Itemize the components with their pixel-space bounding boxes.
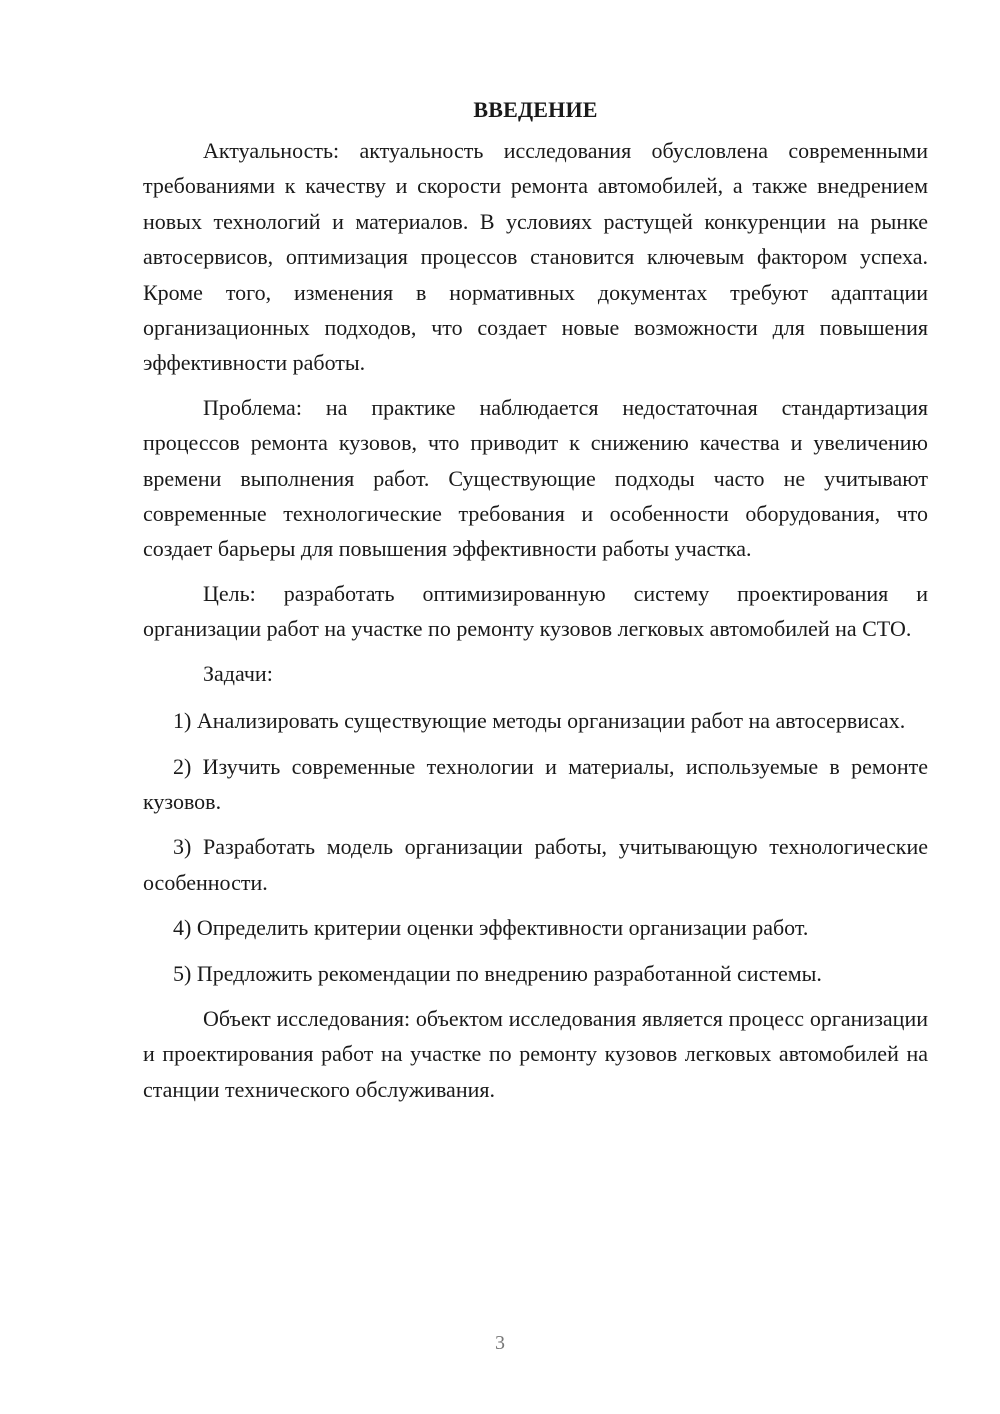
- task-item-5: 5) Предложить рекомендации по внедрению разработанной системы.: [173, 960, 822, 986]
- tasks-label: Задачи:: [203, 660, 273, 686]
- section-heading: ВВЕДЕНИЕ: [473, 97, 598, 122]
- page-number: 3: [495, 1332, 505, 1354]
- object-paragraph: Объект исследования: объектом исследования является процесс организации и проектирования работ на участке по ремонту кузовов легковых автомобилей на станции технического обслуживания.: [143, 1005, 928, 1102]
- tasks-list: [143, 703, 928, 991]
- document-page: [143, 92, 928, 1116]
- task-item-2: 2) Изучить современные технологии и материалы, используемые в ремонте кузовов.: [143, 753, 928, 814]
- goal-paragraph: Цель: разработать оптимизированную систему проектирования и организации работ на участке по ремонту кузовов легковых автомобилей на СТО.: [143, 580, 928, 642]
- task-item-1: 1) Анализировать существующие методы организации работ на автосервисах.: [173, 708, 906, 734]
- task-item-3: 3) Разработать модель организации работы, учитывающую технологические особенности.: [143, 834, 928, 895]
- problem-paragraph: Проблема: на практике наблюдается недостаточная стандартизация процессов ремонта кузовов, что приводит к снижению качества и увеличению времени выполнения работ. Существующие подходы часто не учитывают современные технологические требования и особенности оборудования, что создает барьеры для повышения эффективности работы участка.: [143, 394, 928, 562]
- relevance-paragraph: Актуальность: актуальность исследования обусловлена современными требованиями к качеству и скорости ремонта автомобилей, а также внедрением новых технологий и материалов. В условиях растущей конкуренции на рынке автосервисов, оптимизация процессов становится ключевым фактором успеха. Кроме того, изменения в нормативных документах требуют адаптации организационных подходов, что создает новые возможности для повышения эффективности работы.: [143, 138, 928, 376]
- task-item-4: 4) Определить критерии оценки эффективности организации работ.: [173, 915, 809, 941]
